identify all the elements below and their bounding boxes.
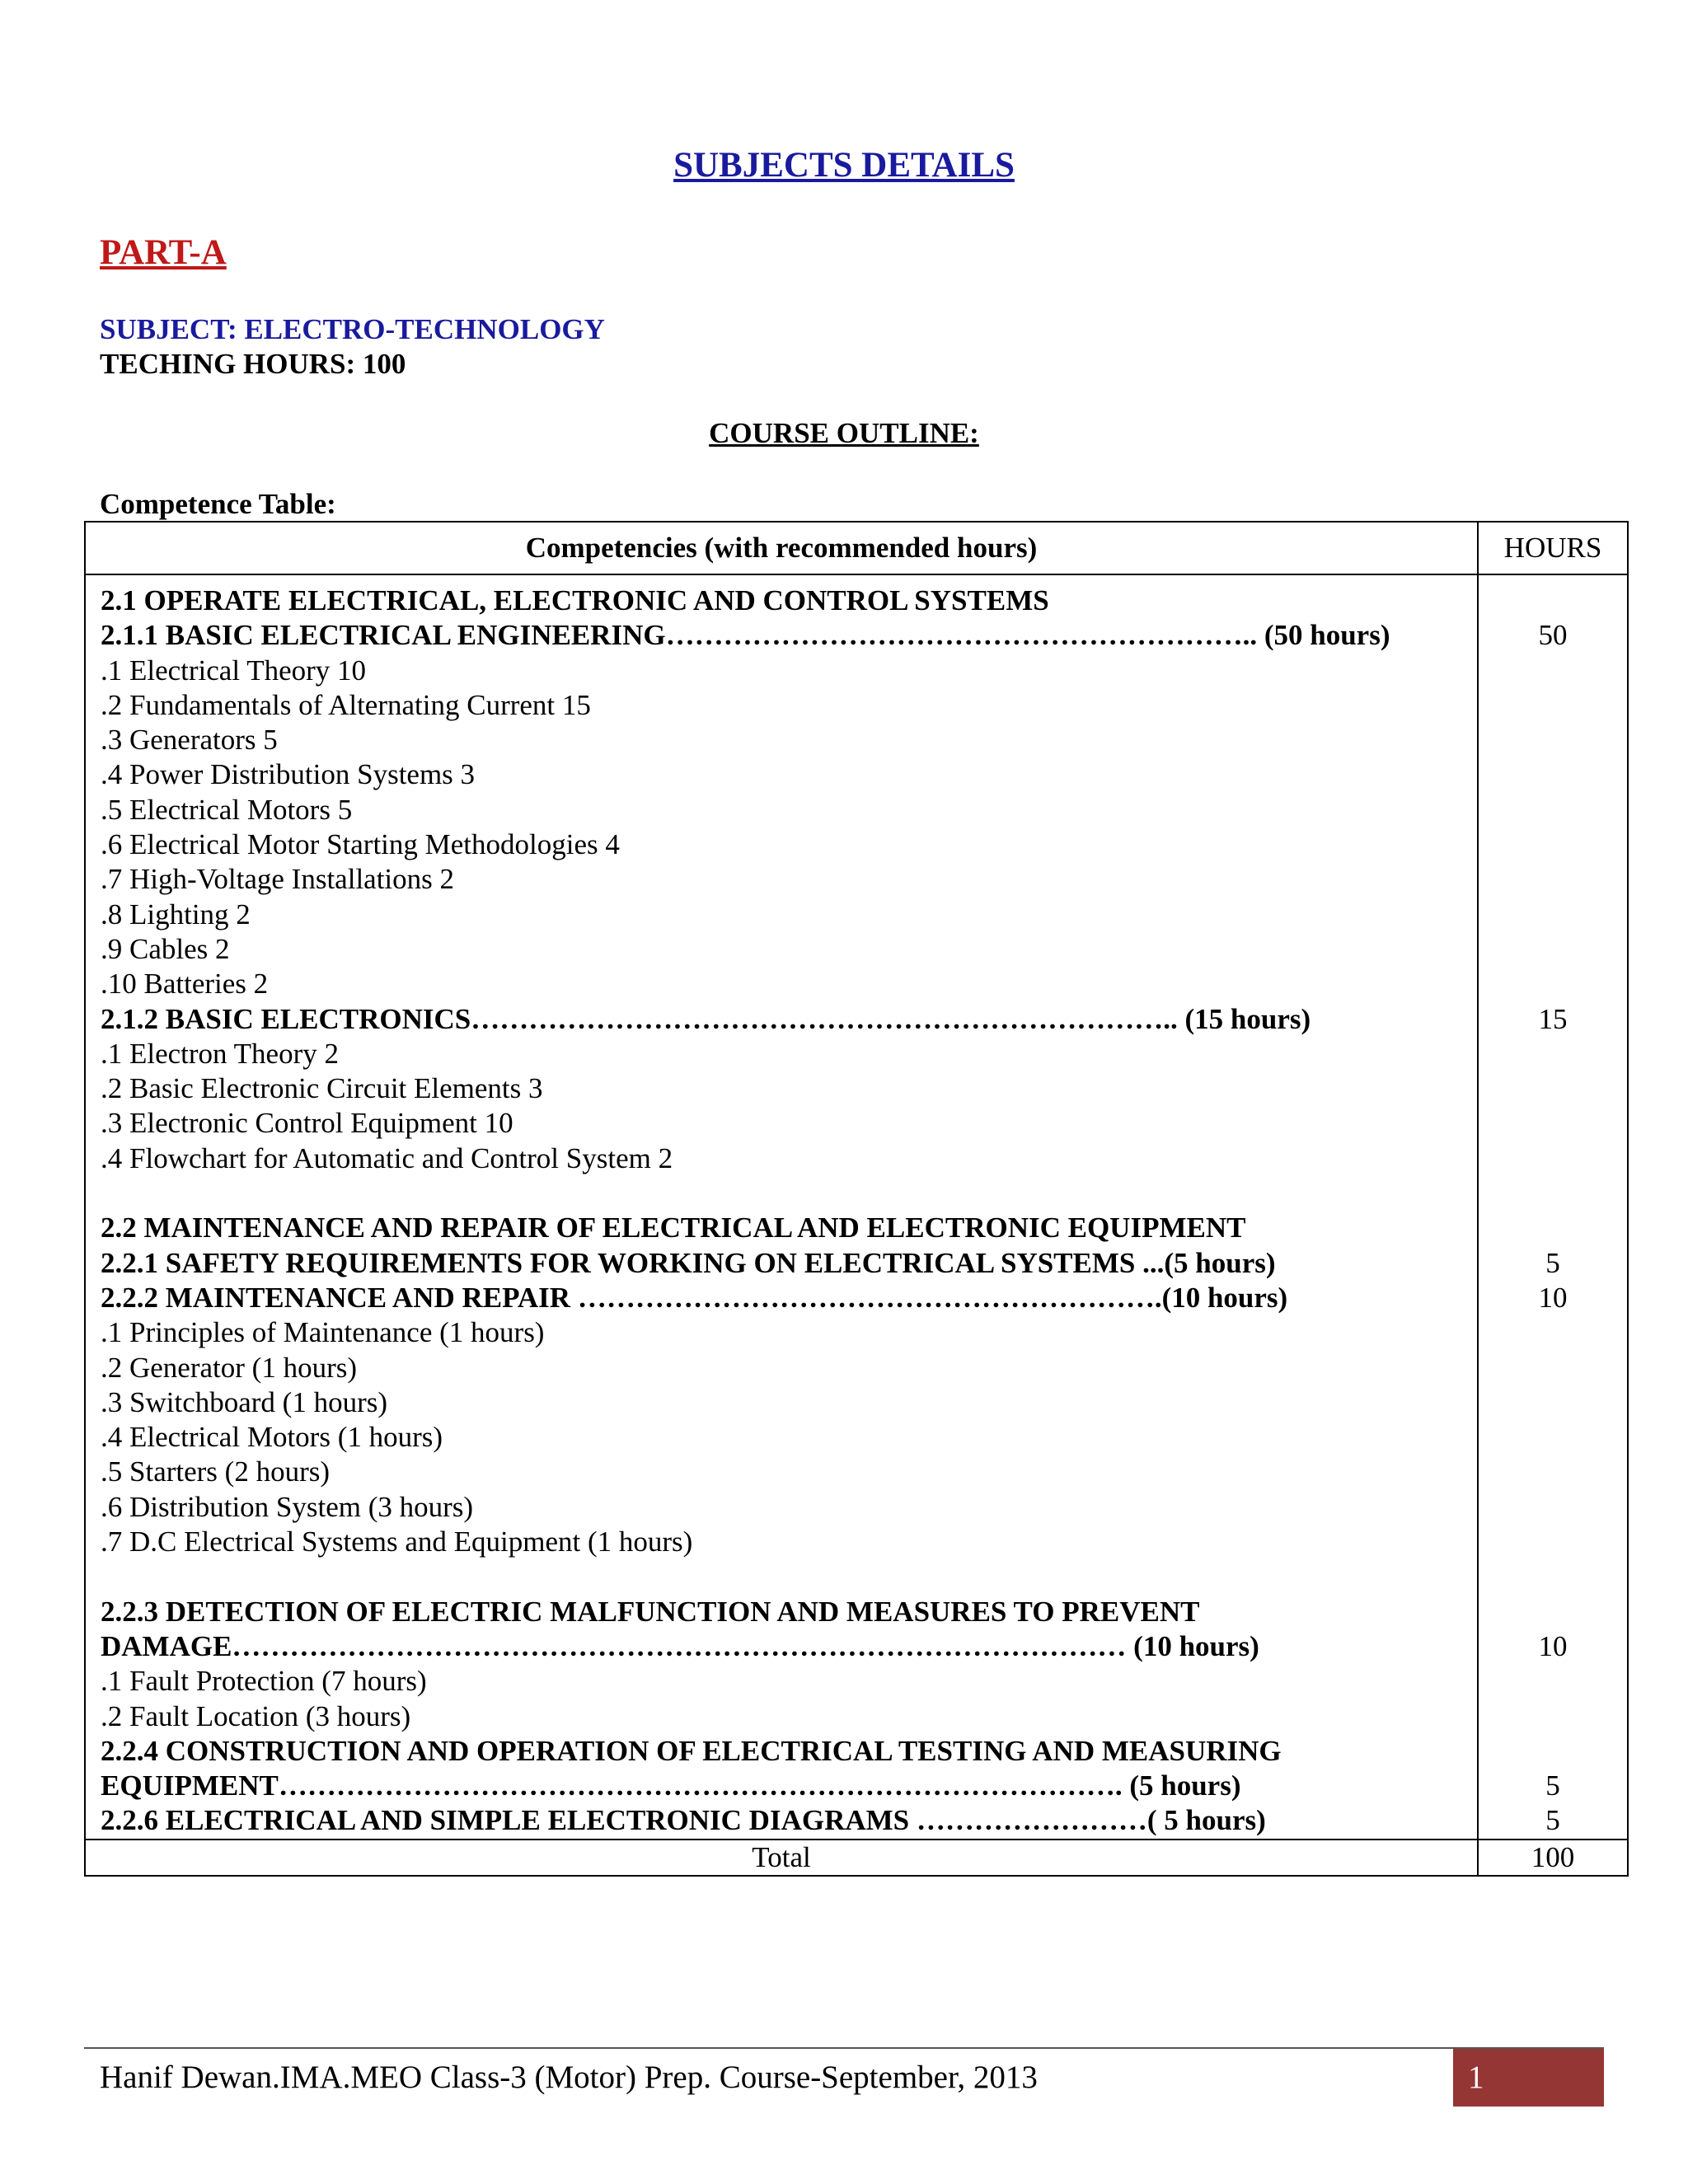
competency-line: .3 Switchboard (1 hours) — [101, 1385, 388, 1418]
hours-value — [1479, 898, 1627, 932]
competency-line: 2.2.1 SAFETY REQUIREMENTS FOR WORKING ON ELECTRICAL SYSTEMS ...(5 hours) — [101, 1246, 1276, 1279]
hours-value: 50 — [1538, 619, 1568, 652]
competency-line: 2.2.3 DETECTION OF ELECTRIC MALFUNCTION AND MEASURES TO PREVENT — [101, 1595, 1200, 1628]
hours-value — [1479, 1420, 1627, 1455]
total-row — [85, 1840, 1628, 1876]
competency-line: .2 Fault Location (3 hours) — [101, 1699, 411, 1732]
hours-value — [1479, 1351, 1627, 1385]
competency-line: .10 Batteries 2 — [101, 968, 269, 1001]
competency-line: .4 Electrical Motors (1 hours) — [101, 1421, 443, 1454]
page-number-badge: 1 — [1453, 2049, 1604, 2107]
hours-value: 5 — [1545, 1246, 1560, 1279]
footer-divider — [84, 2047, 1604, 2049]
competency-line: .7 D.C Electrical Systems and Equipment (1 hours) — [101, 1526, 693, 1558]
competency-line: .3 Electronic Control Equipment 10 — [101, 1107, 513, 1140]
competency-line: DAMAGE………………………………………………………………………………… (10 hours) — [101, 1629, 1259, 1662]
competency-line: .6 Electrical Motor Starting Methodologies 4 — [101, 828, 620, 861]
hours-value — [1479, 793, 1627, 827]
competency-line: .4 Flowchart for Automatic and Control System 2 — [101, 1141, 673, 1174]
hours-value — [1479, 757, 1627, 792]
competency-line: 2.2.2 MAINTENANCE AND REPAIR …………………………………………………….(10 hours) — [101, 1281, 1288, 1314]
competency-line: 2.1 OPERATE ELECTRICAL, ELECTRONIC AND CONTROL SYSTEMS — [101, 584, 1049, 616]
competency-line: .1 Principles of Maintenance (1 hours) — [101, 1316, 545, 1349]
competency-line: .8 Lighting 2 — [101, 898, 251, 930]
hours-value — [1479, 827, 1627, 862]
competency-line: .9 Cables 2 — [101, 932, 230, 965]
header-competencies: Competencies (with recommended hours) — [85, 522, 1478, 574]
hours-cell — [1478, 574, 1628, 1840]
hours-value — [1479, 1559, 1627, 1594]
hours-value: 10 — [1538, 1629, 1568, 1662]
hours-value — [1479, 1664, 1627, 1699]
competency-line: 2.2 MAINTENANCE AND REPAIR OF ELECTRICAL AND ELECTRONIC EQUIPMENT — [101, 1212, 1246, 1244]
competency-line: 2.2.4 CONSTRUCTION AND OPERATION OF ELECTRICAL TESTING AND MEASURING — [101, 1734, 1282, 1767]
competency-line: .5 Starters (2 hours) — [101, 1455, 331, 1488]
hours-value — [1479, 688, 1627, 723]
subject-line: SUBJECT: ELECTRO-TECHNOLOGY — [100, 313, 605, 345]
competency-line: EQUIPMENT……………………………………………………………………………. (5 hours) — [101, 1769, 1241, 1802]
hours-value — [1479, 932, 1627, 967]
hours-value — [1479, 1699, 1627, 1734]
hours-value — [1479, 1455, 1627, 1489]
competencies-cell — [85, 574, 1478, 1840]
blank-line — [101, 1559, 1477, 1594]
hours-value — [1479, 1525, 1627, 1559]
hours-value — [1479, 862, 1627, 897]
hours-value — [1479, 1211, 1627, 1245]
hours-value — [1479, 583, 1627, 618]
header-hours: HOURS — [1478, 522, 1628, 574]
footer-text: Hanif Dewan.IMA.MEO Class-3 (Motor) Prep. Course-September, 2013 — [100, 2060, 1038, 2095]
hours-value — [1479, 1106, 1627, 1141]
competency-line: .5 Electrical Motors 5 — [101, 793, 353, 826]
competence-table — [84, 521, 1629, 1877]
competency-line: .1 Fault Protection (7 hours) — [101, 1665, 427, 1698]
teaching-hours-line: TECHING HOURS: 100 — [100, 348, 406, 380]
table-header-row — [85, 522, 1628, 574]
competency-line: .7 High-Voltage Installations 2 — [101, 863, 455, 896]
table-body-row — [85, 574, 1628, 1840]
part-heading: PART-A — [100, 233, 227, 272]
competency-line: .1 Electrical Theory 10 — [101, 654, 367, 687]
hours-value — [1479, 1141, 1627, 1176]
competency-line: .2 Basic Electronic Circuit Elements 3 — [101, 1072, 543, 1105]
hours-value: 5 — [1545, 1769, 1560, 1802]
total-label: Total — [85, 1840, 1478, 1876]
hours-value: 10 — [1538, 1281, 1568, 1314]
competency-line: .1 Electron Theory 2 — [101, 1037, 339, 1070]
hours-value: 5 — [1545, 1804, 1560, 1837]
hours-value — [1479, 654, 1627, 688]
competency-line: .6 Distribution System (3 hours) — [101, 1490, 474, 1523]
competency-line: 2.1.2 BASIC ELECTRONICS……………………………………………………………….. (15 hours) — [101, 1002, 1311, 1035]
competency-line: 2.1.1 BASIC ELECTRICAL ENGINEERING…………………………………………………….. (50 hours) — [101, 619, 1390, 652]
hours-value: 15 — [1538, 1002, 1568, 1035]
hours-value — [1479, 1176, 1627, 1211]
competency-line: 2.2.6 ELECTRICAL AND SIMPLE ELECTRONIC DIAGRAMS ……………………( 5 hours) — [101, 1804, 1266, 1837]
hours-value — [1479, 1734, 1627, 1769]
hours-value — [1479, 1595, 1627, 1629]
competency-line: .4 Power Distribution Systems 3 — [101, 758, 476, 791]
hours-value — [1479, 1315, 1627, 1350]
hours-value — [1479, 1071, 1627, 1106]
competence-table-caption: Competence Table: — [100, 488, 336, 520]
hours-value — [1479, 1385, 1627, 1420]
page-title: SUBJECTS DETAILS — [673, 146, 1015, 185]
hours-value — [1479, 1037, 1627, 1071]
total-value: 100 — [1478, 1840, 1628, 1876]
competency-line: .2 Generator (1 hours) — [101, 1351, 358, 1384]
competency-line: .3 Generators 5 — [101, 724, 278, 757]
course-outline-heading: COURSE OUTLINE: — [709, 417, 979, 449]
hours-value — [1479, 1490, 1627, 1525]
competency-line: .2 Fundamentals of Alternating Current 15 — [101, 688, 591, 721]
hours-value — [1479, 967, 1627, 1001]
hours-value — [1479, 723, 1627, 757]
blank-line — [101, 1176, 1477, 1211]
